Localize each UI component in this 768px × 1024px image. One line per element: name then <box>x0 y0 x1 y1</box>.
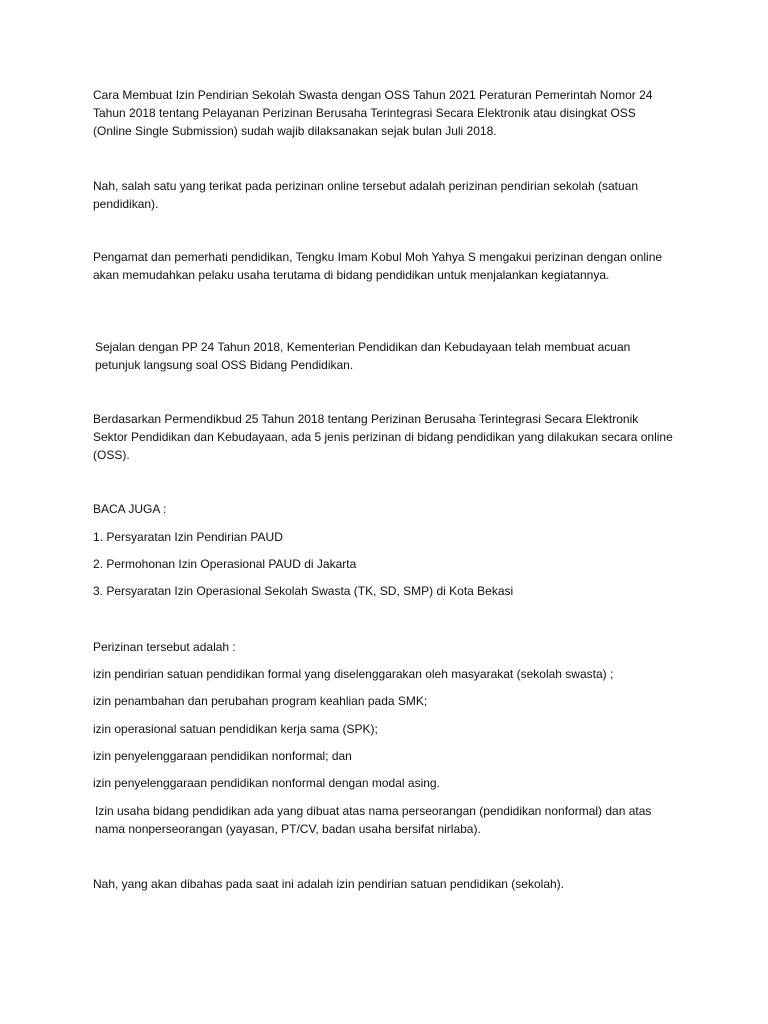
permit-item-1: izin pendirian satuan pendidikan formal yang diselenggarakan oleh masyarakat (sekolah swasta) ; <box>93 667 614 681</box>
paragraph-pp24: Sejalan dengan PP 24 Tahun 2018, Kementerian Pendidikan dan Kebudayaan telah membuat acuan petunjuk langsung soal OSS Bidang Pendidikan. <box>95 340 631 372</box>
read-also-item-2: 2. Permohonan Izin Operasional PAUD di Jakarta <box>93 557 357 571</box>
paragraph-permendikbud: Berdasarkan Permendikbud 25 Tahun 2018 tentang Perizinan Berusaha Terintegrasi Secara Elektronik Sektor Pendidikan dan Kebudayaan, ada 5 jenis perizinan di bidang pendidikan yang dilakukan secara online (OSS). <box>93 412 673 462</box>
paragraph-observer: Pengamat dan pemerhati pendidikan, Tengku Imam Kobul Moh Yahya S mengakui perizinan dengan online akan memudahkan pelaku usaha terutama di bidang pendidikan untuk menjalankan kegiatannya. <box>93 250 663 282</box>
intro-paragraph: Cara Membuat Izin Pendirian Sekolah Swasta dengan OSS Tahun 2021 Peraturan Pemerintah Nomor 24 Tahun 2018 tentang Pelayanan Perizinan Berusaha Terintegrasi Secara Elektronik atau disingkat OSS (Online Single Submission) sudah wajib dilaksanakan sejak bulan Juli 2018. <box>93 88 653 138</box>
permit-item-5: izin penyelenggaraan pendidikan nonformal dengan modal asing. <box>93 776 440 790</box>
permit-item-2: izin penambahan dan perubahan program keahlian pada SMK; <box>93 694 428 708</box>
closing-paragraph: Nah, yang akan dibahas pada saat ini adalah izin pendirian satuan pendidikan (sekolah). <box>93 877 564 891</box>
permit-item-4: izin penyelenggaraan pendidikan nonformal; dan <box>93 749 352 763</box>
read-also-item-3: 3. Persyaratan Izin Operasional Sekolah Swasta (TK, SD, SMP) di Kota Bekasi <box>93 584 514 598</box>
paragraph-business-permit: Izin usaha bidang pendidikan ada yang dibuat atas nama perseorangan (pendidikan nonformal) dan atas nama nonperseorangan (yayasan, PT/CV, badan usaha bersifat nirlaba). <box>95 804 652 836</box>
paragraph-online-permit: Nah, salah satu yang terikat pada perizinan online tersebut adalah perizinan pendirian sekolah (satuan pendidikan). <box>93 179 639 211</box>
permit-item-3: izin operasional satuan pendidikan kerja sama (SPK); <box>93 722 378 736</box>
read-also-item-1: 1. Persyaratan Izin Pendirian PAUD <box>93 530 283 544</box>
read-also-heading: BACA JUGA : <box>93 502 167 516</box>
permits-heading: Perizinan tersebut adalah : <box>93 640 236 654</box>
